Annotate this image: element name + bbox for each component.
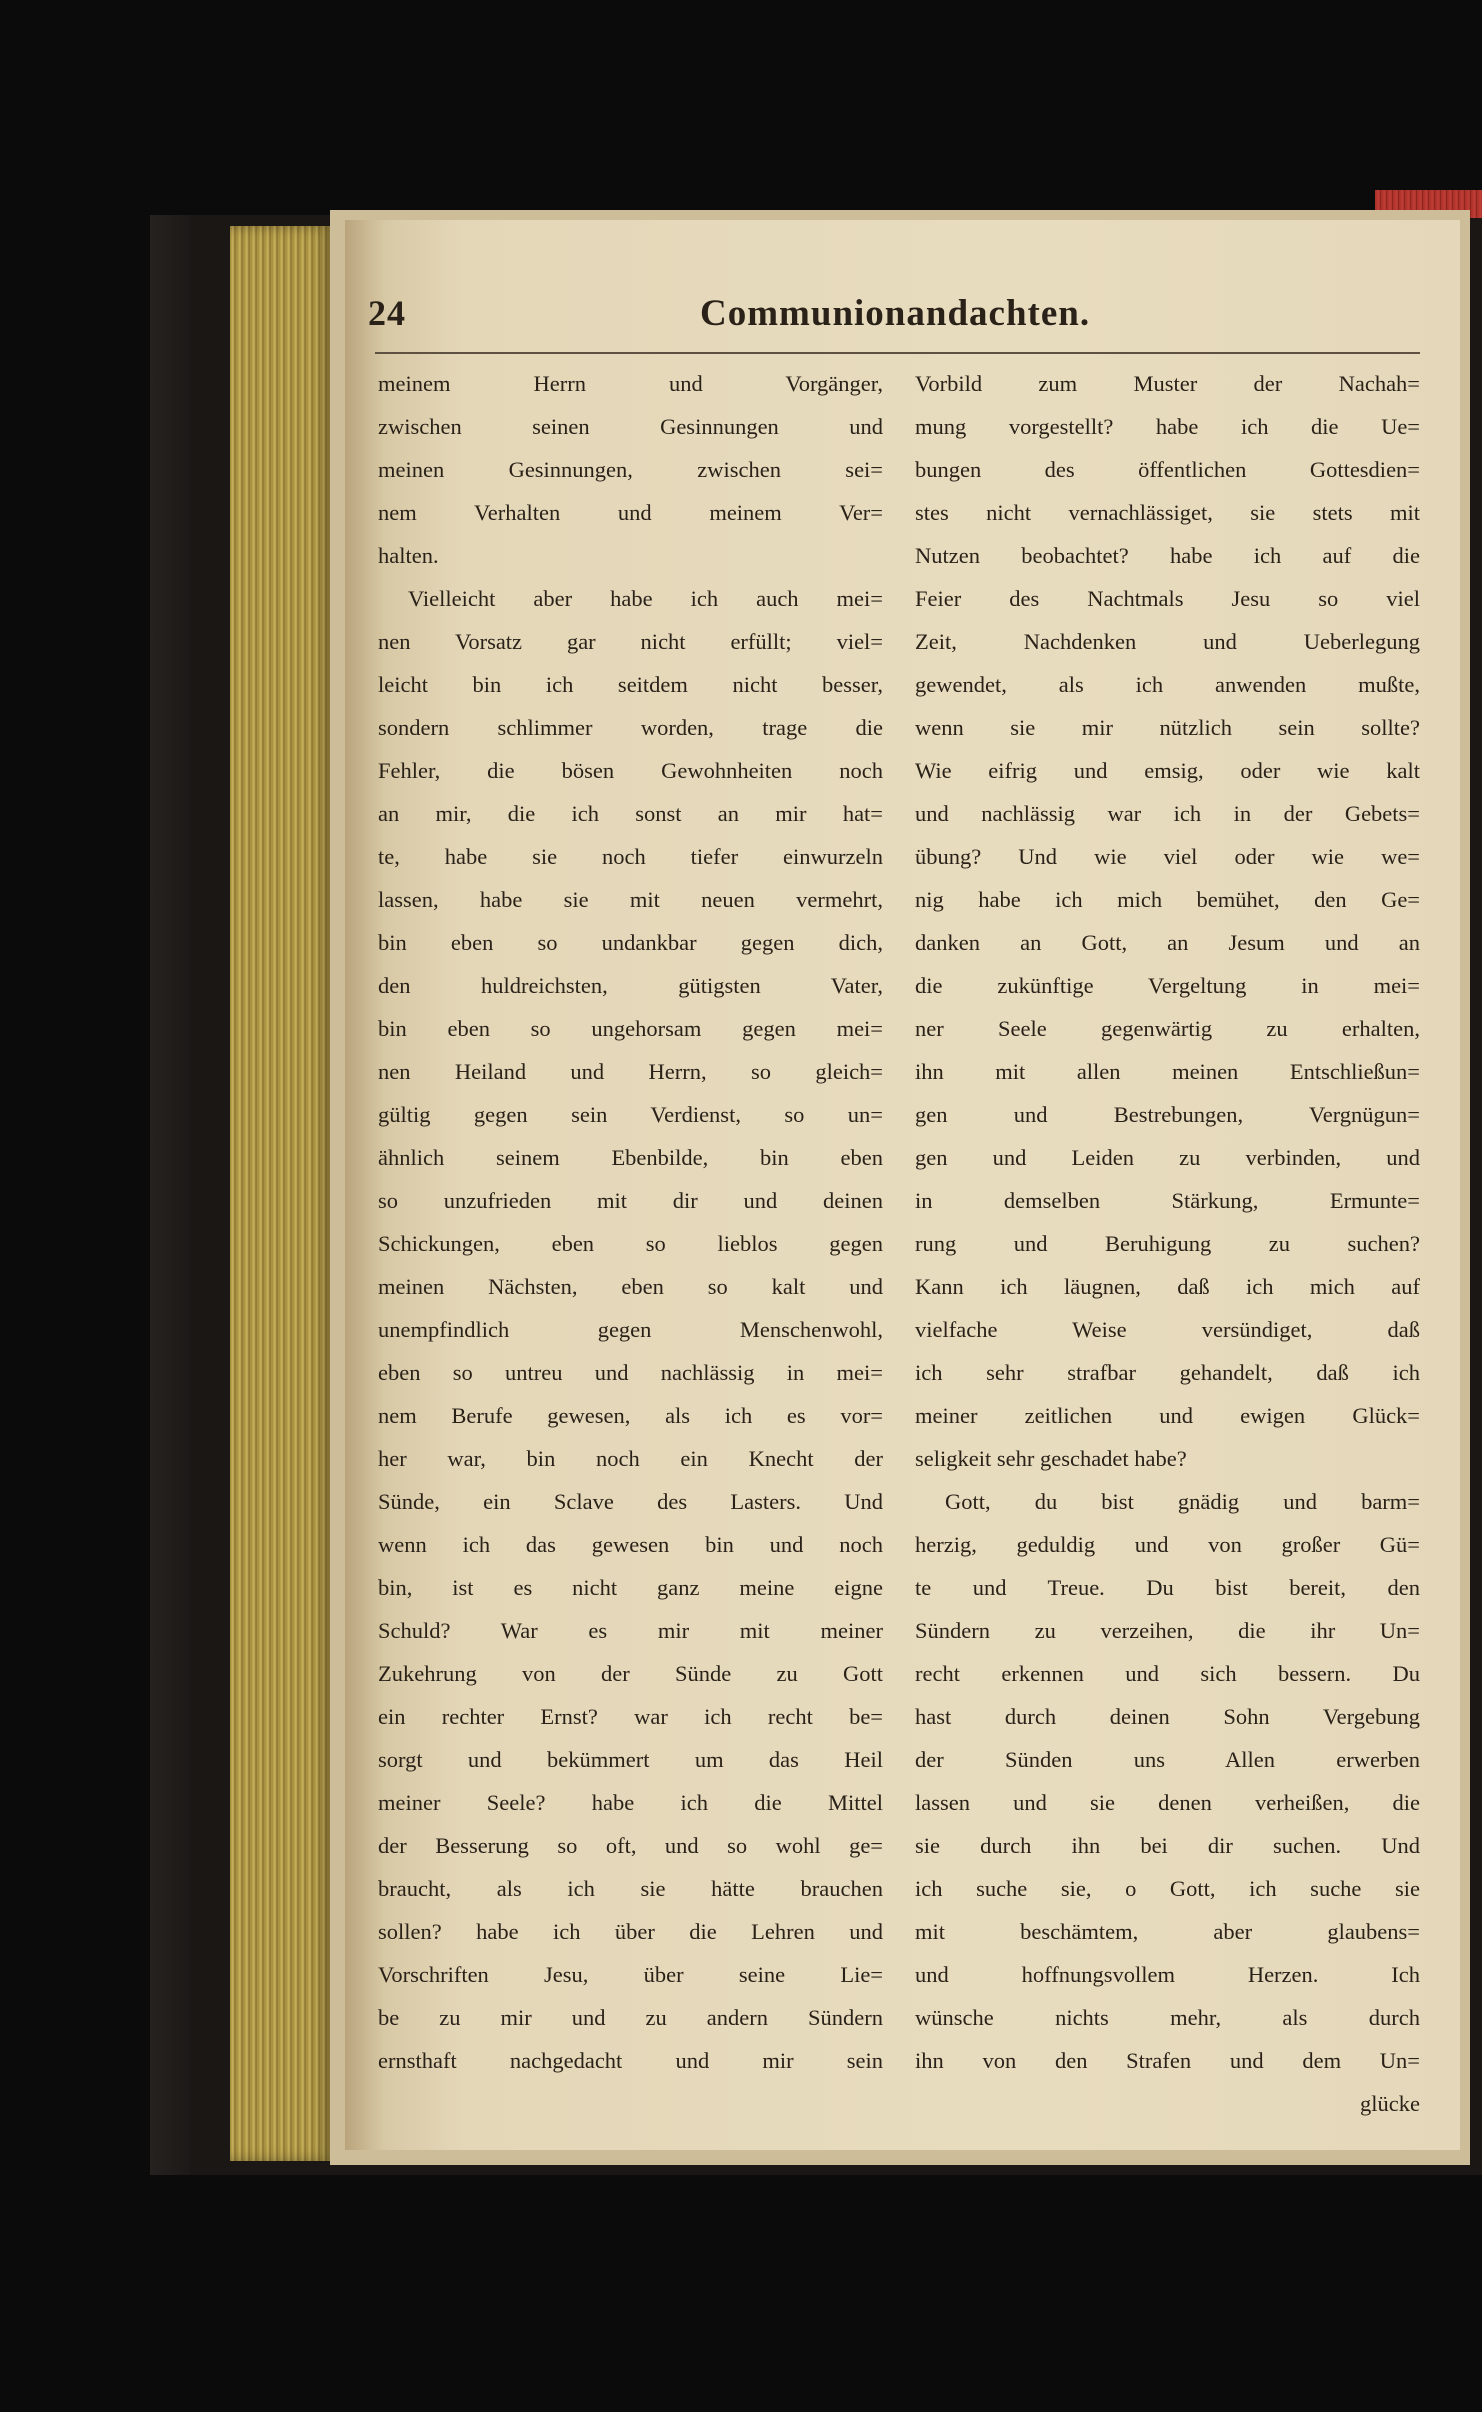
text-line: halten. (378, 543, 439, 568)
text-line: Vielleicht aber habe ich auch mei= (408, 586, 883, 611)
text-line: recht erkennen und sich bessern. Du (915, 1661, 1420, 1686)
running-head: Communionandachten. (700, 293, 1091, 334)
text-line: so unzufrieden mit dir und deinen (378, 1188, 883, 1213)
text-line: und hoffnungsvollem Herzen. Ich (915, 1962, 1420, 1987)
text-line: mung vorgestellt? habe ich die Ue= (915, 414, 1420, 439)
text-line: braucht, als ich sie hätte brauchen (378, 1876, 883, 1901)
text-line: gültig gegen sein Verdienst, so un= (378, 1102, 883, 1127)
text-line: be zu mir und zu andern Sündern (378, 2005, 883, 2030)
text-line: Vorbild zum Muster der Nachah= (915, 371, 1420, 396)
text-line: mit beschämtem, aber glaubens= (915, 1919, 1420, 1944)
text-line: hast durch deinen Sohn Vergebung (915, 1704, 1420, 1729)
text-line: Vorschriften Jesu, über seine Lie= (378, 1962, 883, 1987)
text-line: her war, bin noch ein Knecht der (378, 1446, 883, 1471)
text-line: bin, ist es nicht ganz meine eigne (378, 1575, 883, 1600)
text-line: wenn ich das gewesen bin und noch (378, 1532, 883, 1557)
text-line: ner Seele gegenwärtig zu erhalten, (915, 1016, 1420, 1041)
text-line: Feier des Nachtmals Jesu so viel (915, 586, 1420, 611)
text-line: nig habe ich mich bemühet, den Ge= (915, 887, 1420, 912)
text-line: seligkeit sehr geschadet habe? (915, 1446, 1187, 1471)
text-line: ein rechter Ernst? war ich recht be= (378, 1704, 883, 1729)
text-line: in demselben Stärkung, Ermunte= (915, 1188, 1420, 1213)
text-line: und nachlässig war ich in der Gebets= (915, 801, 1420, 826)
text-line: ich suche sie, o Gott, ich suche sie (915, 1876, 1420, 1901)
text-line: gewendet, als ich anwenden mußte, (915, 672, 1420, 697)
text-column-right (915, 362, 1420, 2125)
gilt-page-edges (230, 226, 335, 2161)
text-line: Gott, du bist gnädig und barm= (945, 1489, 1420, 1514)
text-line: Zukehrung von der Sünde zu Gott (378, 1661, 883, 1686)
text-line: Zeit, Nachdenken und Ueberlegung (915, 629, 1420, 654)
text-column-left (378, 362, 883, 2082)
text-line: gen und Bestrebungen, Vergnügun= (915, 1102, 1420, 1127)
text-line: lassen, habe sie mit neuen vermehrt, (378, 887, 883, 912)
text-line: gen und Leiden zu verbinden, und (915, 1145, 1420, 1170)
page-number: 24 (368, 293, 406, 333)
text-line: meinen Nächsten, eben so kalt und (378, 1274, 883, 1299)
book-spine-edge (150, 215, 190, 2175)
text-line: rung und Beruhigung zu suchen? (915, 1231, 1420, 1256)
text-line: vielfache Weise versündiget, daß (915, 1317, 1420, 1342)
text-line: der Besserung so oft, und so wohl ge= (378, 1833, 883, 1858)
text-line: ernsthaft nachgedacht und mir sein (378, 2048, 883, 2073)
text-line: meinen Gesinnungen, zwischen sei= (378, 457, 883, 482)
text-line: stes nicht vernachlässiget, sie stets mit (915, 500, 1420, 525)
text-line: ihn mit allen meinen Entschließun= (915, 1059, 1420, 1084)
text-line: wünsche nichts mehr, als durch (915, 2005, 1420, 2030)
text-line: der Sünden uns Allen erwerben (915, 1747, 1420, 1772)
text-line: sorgt und bekümmert um das Heil (378, 1747, 883, 1772)
text-line: sondern schlimmer worden, trage die (378, 715, 883, 740)
text-line: te und Treue. Du bist bereit, den (915, 1575, 1420, 1600)
text-line: nen Heiland und Herrn, so gleich= (378, 1059, 883, 1084)
text-line: nem Verhalten und meinem Ver= (378, 500, 883, 525)
text-line: leicht bin ich seitdem nicht besser, (378, 672, 883, 697)
text-line: lassen und sie denen verheißen, die (915, 1790, 1420, 1815)
text-line: meiner zeitlichen und ewigen Glück= (915, 1403, 1420, 1428)
text-line: wenn sie mir nützlich sein sollte? (915, 715, 1420, 740)
text-line: Kann ich läugnen, daß ich mich auf (915, 1274, 1420, 1299)
text-line: bin eben so ungehorsam gegen mei= (378, 1016, 883, 1041)
text-line: Schuld? War es mir mit meiner (378, 1618, 883, 1643)
text-line: sollen? habe ich über die Lehren und (378, 1919, 883, 1944)
text-line: die zukünftige Vergeltung in mei= (915, 973, 1420, 998)
text-line: herzig, geduldig und von großer Gü= (915, 1532, 1420, 1557)
text-line: Wie eifrig und emsig, oder wie kalt (915, 758, 1420, 783)
text-line: Schickungen, eben so lieblos gegen (378, 1231, 883, 1256)
text-line: nem Berufe gewesen, als ich es vor= (378, 1403, 883, 1428)
text-line: Fehler, die bösen Gewohnheiten noch (378, 758, 883, 783)
text-line: te, habe sie noch tiefer einwurzeln (378, 844, 883, 869)
text-line: Sündern zu verzeihen, die ihr Un= (915, 1618, 1420, 1643)
text-line: unempfindlich gegen Menschenwohl, (378, 1317, 883, 1342)
text-line: sie durch ihn bei dir suchen. Und (915, 1833, 1420, 1858)
text-line: nen Vorsatz gar nicht erfüllt; viel= (378, 629, 883, 654)
header-rule (375, 352, 1420, 354)
text-line: den huldreichsten, gütigsten Vater, (378, 973, 883, 998)
text-line: glücke (1360, 2091, 1420, 2116)
text-line: an mir, die ich sonst an mir hat= (378, 801, 883, 826)
text-line: meinem Herrn und Vorgänger, (378, 371, 883, 396)
text-line: danken an Gott, an Jesum und an (915, 930, 1420, 955)
text-line: übung? Und wie viel oder wie we= (915, 844, 1420, 869)
text-line: zwischen seinen Gesinnungen und (378, 414, 883, 439)
text-line: ähnlich seinem Ebenbilde, bin eben (378, 1145, 883, 1170)
text-line: bungen des öffentlichen Gottesdien= (915, 457, 1420, 482)
text-line: ihn von den Strafen und dem Un= (915, 2048, 1420, 2073)
text-line: bin eben so undankbar gegen dich, (378, 930, 883, 955)
text-line: ich sehr strafbar gehandelt, daß ich (915, 1360, 1420, 1385)
text-line: meiner Seele? habe ich die Mittel (378, 1790, 883, 1815)
text-line: eben so untreu und nachlässig in mei= (378, 1360, 883, 1385)
text-line: Nutzen beobachtet? habe ich auf die (915, 543, 1420, 568)
text-line: Sünde, ein Sclave des Lasters. Und (378, 1489, 883, 1514)
